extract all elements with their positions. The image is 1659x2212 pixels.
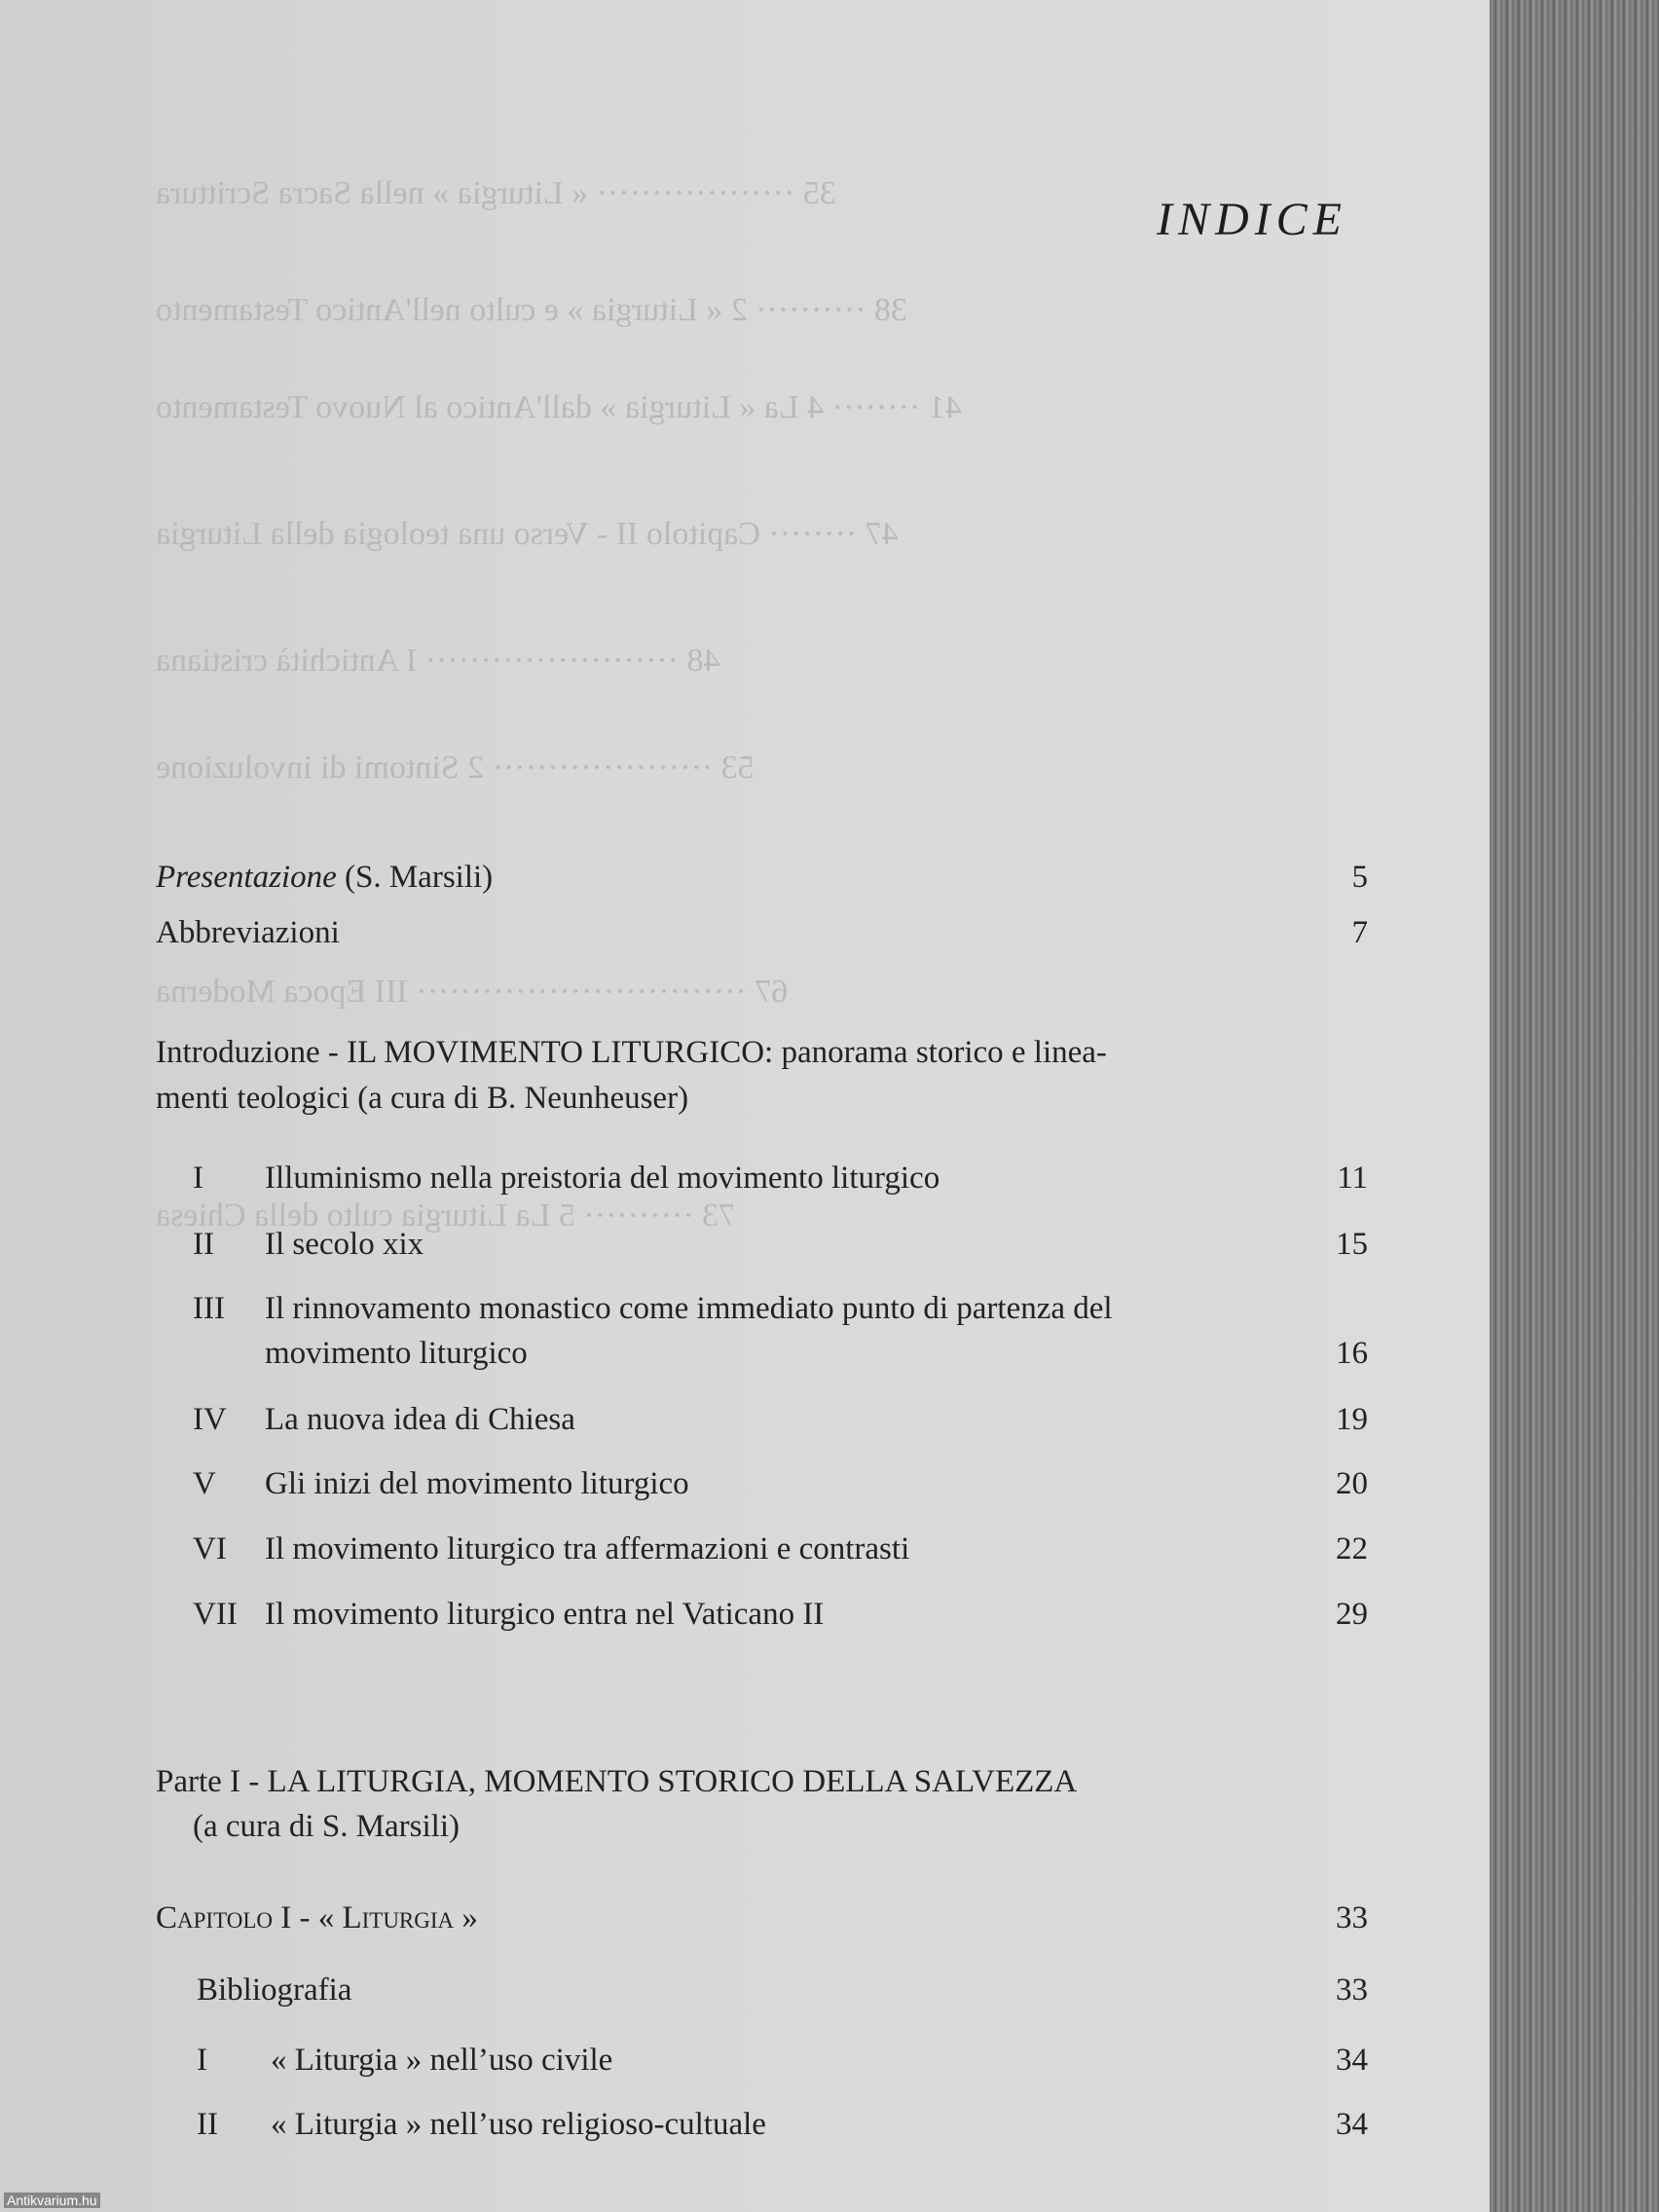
page-number: 20 — [1336, 1466, 1368, 1501]
roman-numeral: II — [197, 2107, 218, 2142]
section-heading-parte-1-cont — [193, 1809, 460, 1845]
section-heading-introduzione — [156, 1035, 1107, 1071]
introduzione-line1: Introduzione - IL MOVIMENTO LITURGICO: panorama storico e linea- — [156, 1035, 1107, 1070]
entry-label: « Liturgia » nell’uso civile — [271, 2043, 613, 2078]
entry-label: Il rinnovamento monastico come immediato punto di partenza del — [265, 1291, 1113, 1326]
entry-label: Il movimento liturgico tra affermazioni e contrasti — [265, 1531, 910, 1567]
entry-label: Gli inizi del movimento liturgico — [265, 1466, 689, 1501]
page-number: 33 — [1336, 1972, 1368, 2008]
introduzione-line2: menti teologici (a cura di B. Neunheuser) — [156, 1081, 689, 1116]
entry-label: Illuminismo nella preistoria del movimento liturgico — [265, 1161, 940, 1196]
show-through-text: 48 ······················· I Antichità cristiana — [156, 643, 720, 679]
show-through-text: 67 ······························ III Epoca Moderna — [156, 974, 789, 1010]
toc-entry-capitolo-1 — [156, 1900, 1368, 1936]
abbreviazioni-label: Abbreviazioni — [156, 915, 340, 950]
presentazione-label: Presentazione — [156, 860, 337, 895]
page-number: 29 — [1336, 1597, 1368, 1632]
show-through-text: 35 ·················· « Liturgia » nella Sacra Scrittura — [156, 175, 836, 211]
roman-numeral: I — [197, 2043, 207, 2078]
parte1-line2: (a cura di S. Marsili) — [193, 1809, 461, 1844]
entry-label: « Liturgia » nell’uso religioso-cultuale — [271, 2107, 766, 2142]
page-number: 16 — [1336, 1336, 1368, 1371]
roman-numeral: II — [193, 1227, 214, 1262]
entry-label-cont: movimento liturgico — [265, 1336, 528, 1371]
capitolo1-label: Capitolo I - « Liturgia » — [156, 1900, 478, 1936]
presentazione-author: (S. Marsili) — [336, 860, 494, 895]
parte1-line1: Parte I - LA LITURGIA, MOMENTO STORICO DELLA SALVEZZA — [156, 1764, 1078, 1799]
entry-label: Il secolo xix — [265, 1227, 424, 1262]
page-number: 34 — [1336, 2107, 1368, 2142]
book-spine — [1490, 0, 1659, 2212]
toc-entry-abbreviazioni — [156, 915, 1368, 951]
toc-entry-presentazione — [156, 860, 1368, 896]
show-through-text: 73 ·········· 5 La Liturgia culto della Chiesa — [156, 1198, 736, 1234]
toc-entry-bibliografia — [197, 1972, 1368, 2009]
show-through-text: 53 ···················· 2 Sintomi di involuzione — [156, 750, 755, 786]
show-through-text: 38 ·········· 2 « Liturgia » e culto nell'Antico Testamento — [156, 292, 907, 328]
roman-numeral: IV — [193, 1402, 227, 1437]
section-heading-parte-1 — [156, 1764, 1077, 1800]
page-number: 19 — [1336, 1402, 1368, 1437]
roman-numeral: VII — [193, 1597, 238, 1632]
roman-numeral: III — [193, 1291, 225, 1326]
bibliografia-label: Bibliografia — [197, 1972, 352, 2008]
page-number: 33 — [1336, 1900, 1368, 1936]
page-number: 22 — [1336, 1531, 1368, 1567]
entry-label: Il movimento liturgico entra nel Vaticano II — [265, 1597, 825, 1632]
show-through-text: 47 ········ Capitolo II - Verso una teologia della Liturgia — [156, 516, 899, 552]
watermark: Antikvarium.hu — [4, 2193, 100, 2208]
toc-entry — [193, 1291, 1368, 1379]
roman-numeral: V — [193, 1466, 216, 1501]
index-title: INDICE — [1157, 194, 1347, 245]
roman-numeral: I — [193, 1161, 203, 1196]
page-number: 34 — [1336, 2043, 1368, 2078]
section-heading-introduzione-cont — [156, 1081, 688, 1117]
page-number: 15 — [1336, 1227, 1368, 1262]
entry-label: La nuova idea di Chiesa — [265, 1402, 575, 1437]
page-number: 11 — [1337, 1161, 1368, 1196]
show-through-text: 41 ········ 4 La « Liturgia » dall'Antico al Nuovo Testamento — [156, 389, 962, 425]
page-number: 5 — [1351, 860, 1368, 895]
page-number: 7 — [1351, 915, 1368, 950]
roman-numeral: VI — [193, 1531, 227, 1567]
